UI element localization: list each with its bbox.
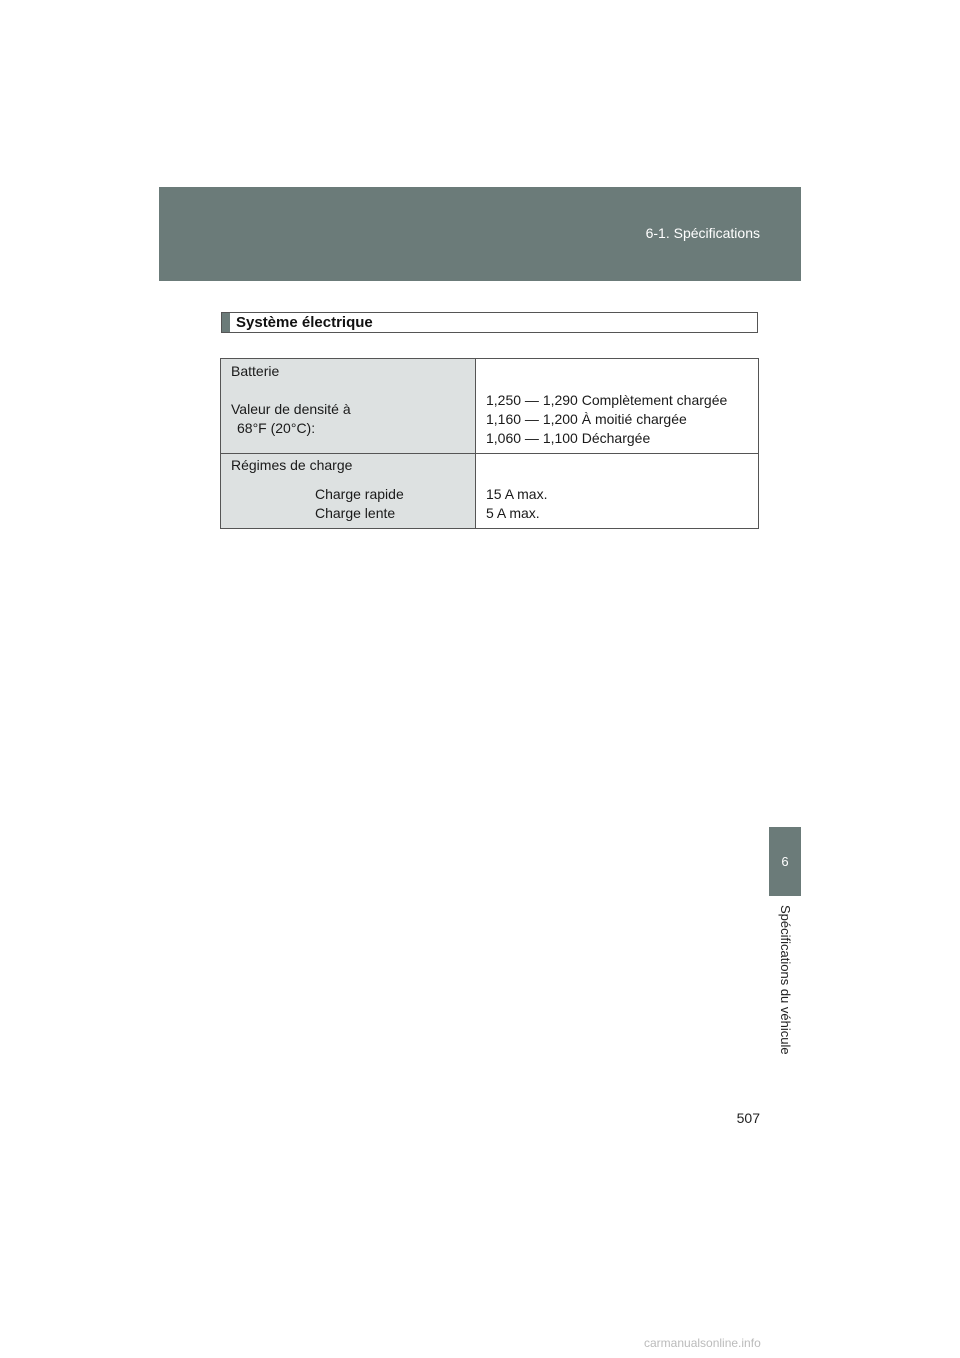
charging-label-cell <box>221 454 476 529</box>
spec-table <box>220 358 759 529</box>
chapter-tab-number: 6 <box>781 854 789 869</box>
density-value-discharged: 1,060 — 1,100 Déchargée <box>486 430 651 446</box>
density-value-half: 1,160 — 1,200 À moitié chargée <box>486 411 687 427</box>
density-temp: 68°F (20°C): <box>237 420 316 436</box>
fast-charge-value: 15 A max. <box>486 486 548 502</box>
watermark: carmanualsonline.info <box>644 1336 761 1350</box>
density-value-full: 1,250 — 1,290 Complètement chargée <box>486 392 728 408</box>
section-title: Système électrique <box>236 314 373 331</box>
slow-charge-label: Charge lente <box>315 505 396 521</box>
section-marker <box>222 313 230 332</box>
chapter-tab-label: Spécifications du véhicule <box>778 905 793 1055</box>
battery-label: Batterie <box>231 363 280 379</box>
slow-charge-value: 5 A max. <box>486 505 540 521</box>
section-title-bar <box>221 312 758 333</box>
battery-value-cell <box>476 359 759 454</box>
density-label: Valeur de densité à <box>231 401 351 417</box>
header-section-title: 6-1. Spécifications <box>645 225 760 241</box>
table-row-charging <box>221 454 759 529</box>
header-band <box>159 187 801 281</box>
fast-charge-label: Charge rapide <box>315 486 404 502</box>
page-number: 507 <box>736 1110 760 1126</box>
chapter-tab <box>769 827 801 896</box>
charging-label: Régimes de charge <box>231 457 353 473</box>
battery-label-cell <box>221 359 476 454</box>
charging-value-cell <box>476 454 759 529</box>
table-row-battery <box>221 359 759 454</box>
